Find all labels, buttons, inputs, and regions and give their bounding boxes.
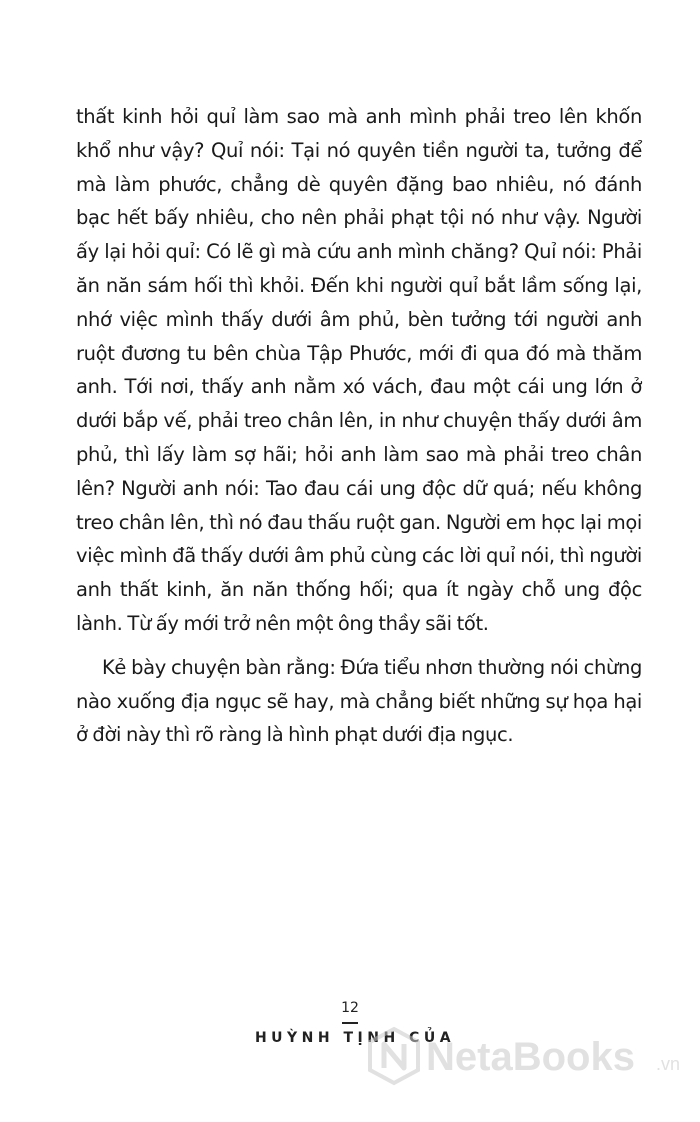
body-paragraph-1: thất kinh hỏi quỉ làm sao mà anh mình phải treo lên khốn khổ như vậy? Quỉ nói: Tại nó quyên tiền người ta, tưởng để mà làm phước, chẳng dè quyên đặng bao nhiêu, nó đánh bạc hết bấy nhiêu, cho nên phải phạt tội nó như vậy. Người ấy lại hỏi quỉ: Có lẽ gì mà cứu anh mình chăng? Quỉ nói: Phải ăn năn sám hối thì khỏi. Đến khi người quỉ bắt lầm sống lại, nhớ việc mình thấy dưới âm phủ, bèn tưởng tới người anh ruột đương tu bên chùa Tập Phước, mới đi qua đó mà thăm anh. Tới nơi, thấy anh nằm xó vách, đau một cái ung lớn ở dưới bắp vế, phải treo chân lên, in như chuyện thấy dưới âm phủ, thì lấy làm sợ hãi; hỏi anh làm sao mà phải treo chân lên? Người anh nói: Tao đau cái ung độc dữ quá; nếu không treo chân lên, thì nó đau thấu ruột gan. Người em học lại mọi việc mình đã thấy dưới âm phủ cùng các lời quỉ nói, thì người anh thất kinh, ăn năn thống hối; qua ít ngày chỗ ung độc lành. Từ ấy mới trở nên một ông thầy sãi tốt. xyxy=(76,105,642,635)
author-name: HUỲNH TỊNH CỦA xyxy=(254,1030,456,1046)
page-body xyxy=(76,100,642,752)
watermark-brand: NetaBooks xyxy=(426,1035,635,1079)
page-number: 12 xyxy=(341,1000,359,1016)
watermark xyxy=(366,1026,684,1086)
watermark-suffix: .vn xyxy=(656,1054,681,1074)
netabooks-logo-icon xyxy=(370,1029,418,1083)
body-paragraph-2: Kẻ bày chuyện bàn rằng: Đứa tiểu nhơn thường nói chừng nào xuống địa ngục sẽ hay, mà chẳng biết những sự họa hại ở đời này thì rõ ràng là hình phạt dưới địa ngục. xyxy=(76,655,642,747)
footer-divider xyxy=(342,1022,358,1024)
netabooks-watermark xyxy=(366,1026,684,1086)
